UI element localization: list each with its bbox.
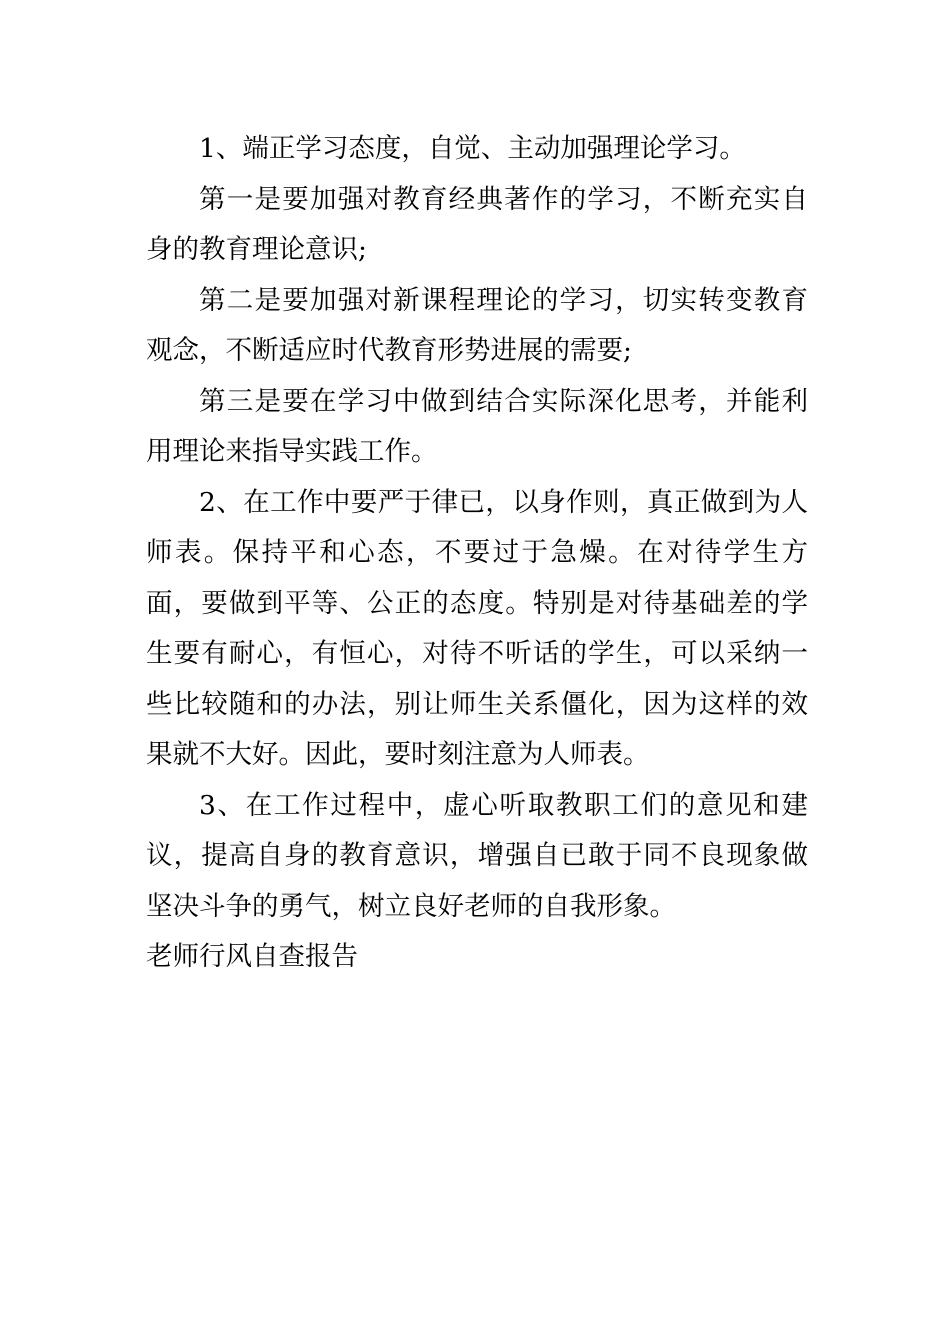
paragraph-2: 第一是要加强对教育经典著作的学习，不断充实自身的教育理论意识;	[146, 183, 808, 265]
paragraph-3: 第二是要加强对新课程理论的学习，切实转变教育观念，不断适应时代教育形势进展的需要;	[146, 284, 808, 366]
paragraph-6: 3、在工作过程中，虚心听取教职工们的意见和建议，提高自身的教育意识，增强自已敢于同不良现象做坚决斗争的勇气，树立良好老师的自我形象。	[146, 789, 808, 922]
paragraph-1: 1、端正学习态度，自觉、主动加强理论学习。	[199, 133, 746, 164]
paragraph-5: 2、在工作中要严于律已，以身作则，真正做到为人师表。保持平和心态，不要过于急燥。在对待学生方面，要做到平等、公正的态度。特别是对待基础差的学生要有耐心，有恒心，对待不听话的学生，可以采纳一些比较随和的办法，别让师生关系僵化，因为这样的效果就不大好。因此，要时刻注意为人师表。	[146, 486, 808, 770]
document-title: 老师行风自查报告	[146, 941, 358, 972]
paragraph-4: 第三是要在学习中做到结合实际深化思考，并能利用理论来指导实践工作。	[146, 385, 808, 467]
document-body	[146, 124, 808, 983]
